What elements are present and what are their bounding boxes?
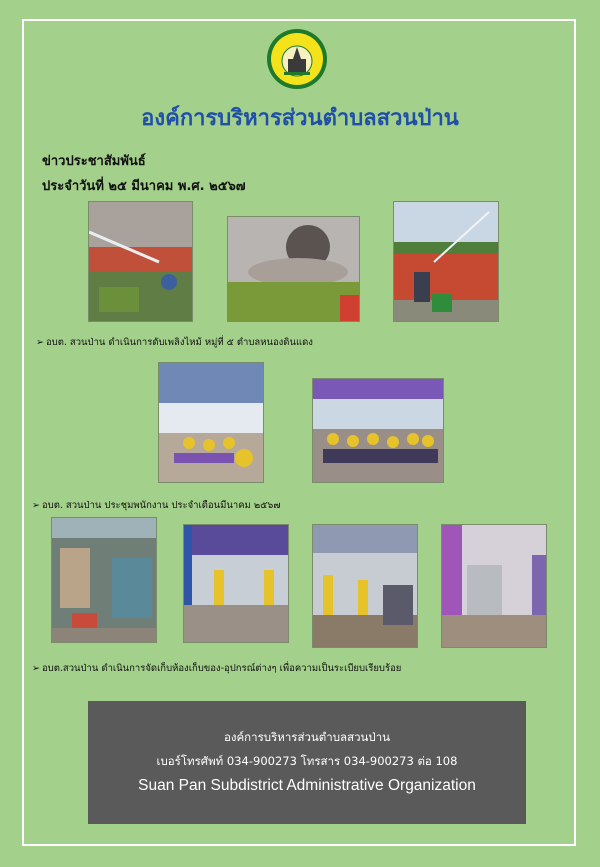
date-line: ประจำวันที่ ๒๕ มีนาคม พ.ศ. ๒๕๖๗ — [42, 179, 246, 194]
footer-box — [88, 701, 526, 824]
photo-fire-2 — [227, 216, 360, 322]
caption-fire: ➢ อบต. สวนป่าน ดำเนินการดับเพลิงไหม้ หมู่ที่ ๕ ตำบลหนองดินแดง — [36, 337, 313, 348]
photo-meeting-2 — [312, 378, 444, 483]
photo-storage-4 — [441, 524, 547, 648]
footer-org-name-th: องค์การบริหารส่วนตำบลสวนป่าน — [223, 730, 391, 744]
news-heading: ข่าวประชาสัมพันธ์ — [42, 154, 146, 169]
page-title: องค์การบริหารส่วนตำบลสวนป่าน — [141, 106, 459, 131]
photo-storage-1 — [51, 517, 157, 643]
caption-meeting: ➢ อบต. สวนป่าน ประชุมพนักงาน ประจำเดือนมีนาคม ๒๕๖๗ — [32, 500, 281, 511]
photo-storage-3 — [312, 524, 418, 648]
photo-fire-3 — [393, 201, 499, 322]
photo-storage-2 — [183, 524, 289, 643]
bullet-arrow-icon: ➢ — [32, 663, 40, 674]
photo-meeting-1 — [158, 362, 264, 483]
footer-org-name-en: Suan Pan Subdistrict Administrative Organization — [138, 777, 476, 794]
bullet-arrow-icon: ➢ — [32, 500, 40, 511]
photo-fire-1 — [88, 201, 193, 322]
footer-contact: เบอร์โทรศัพท์ 034-900273 โทรสาร 034-900273 ต่อ 108 — [156, 754, 458, 768]
bullet-arrow-icon: ➢ — [36, 337, 44, 348]
org-logo — [266, 28, 328, 90]
caption-storage: ➢ อบต.สวนป่าน ดำเนินการจัดเก็บห้องเก็บของ-อุปกรณ์ต่างๆ เพื่อความเป็นระเบียบเรียบร้อย — [32, 663, 402, 674]
